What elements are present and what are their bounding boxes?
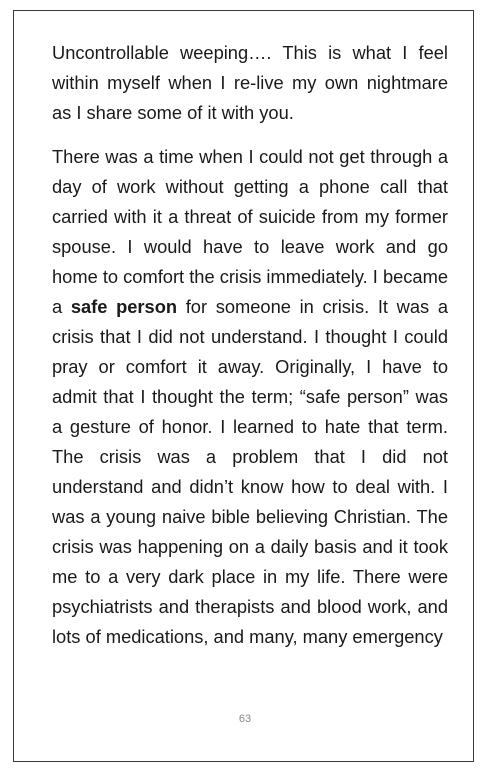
bold-term: safe person [70, 296, 178, 317]
paragraph-text: for someone in crisis. It was a crisis that I did not understand. I thought I could pray or comfort it away. Originally, I have to admit that I thought the term; “safe person” was a gesture of honor. I learned to hate that term. The crisis was a problem that I did not understand and didn’t know how to deal with. I was a young naive bible believing Christian. The crisis was happening on a daily basis and it took me to a very dark place in my life. There were psychiatrists and therapists and blood work, and lots of medications, and many, many emergency [52, 296, 448, 647]
body-text [52, 38, 448, 666]
paragraph [52, 142, 448, 652]
paragraph [52, 38, 448, 128]
paragraph-text: There was a time when I could not get through a day of work without getting a phone call that carried with it a threat of suicide from my former spouse. I would have to leave work and go home to comfort the crisis immediately. I became a [52, 146, 448, 317]
page-number: 63 [238, 713, 252, 725]
paragraph-text: Uncontrollable weeping…. This is what I feel within myself when I re-live my own nightmare as I share some of it with you. [52, 42, 448, 123]
